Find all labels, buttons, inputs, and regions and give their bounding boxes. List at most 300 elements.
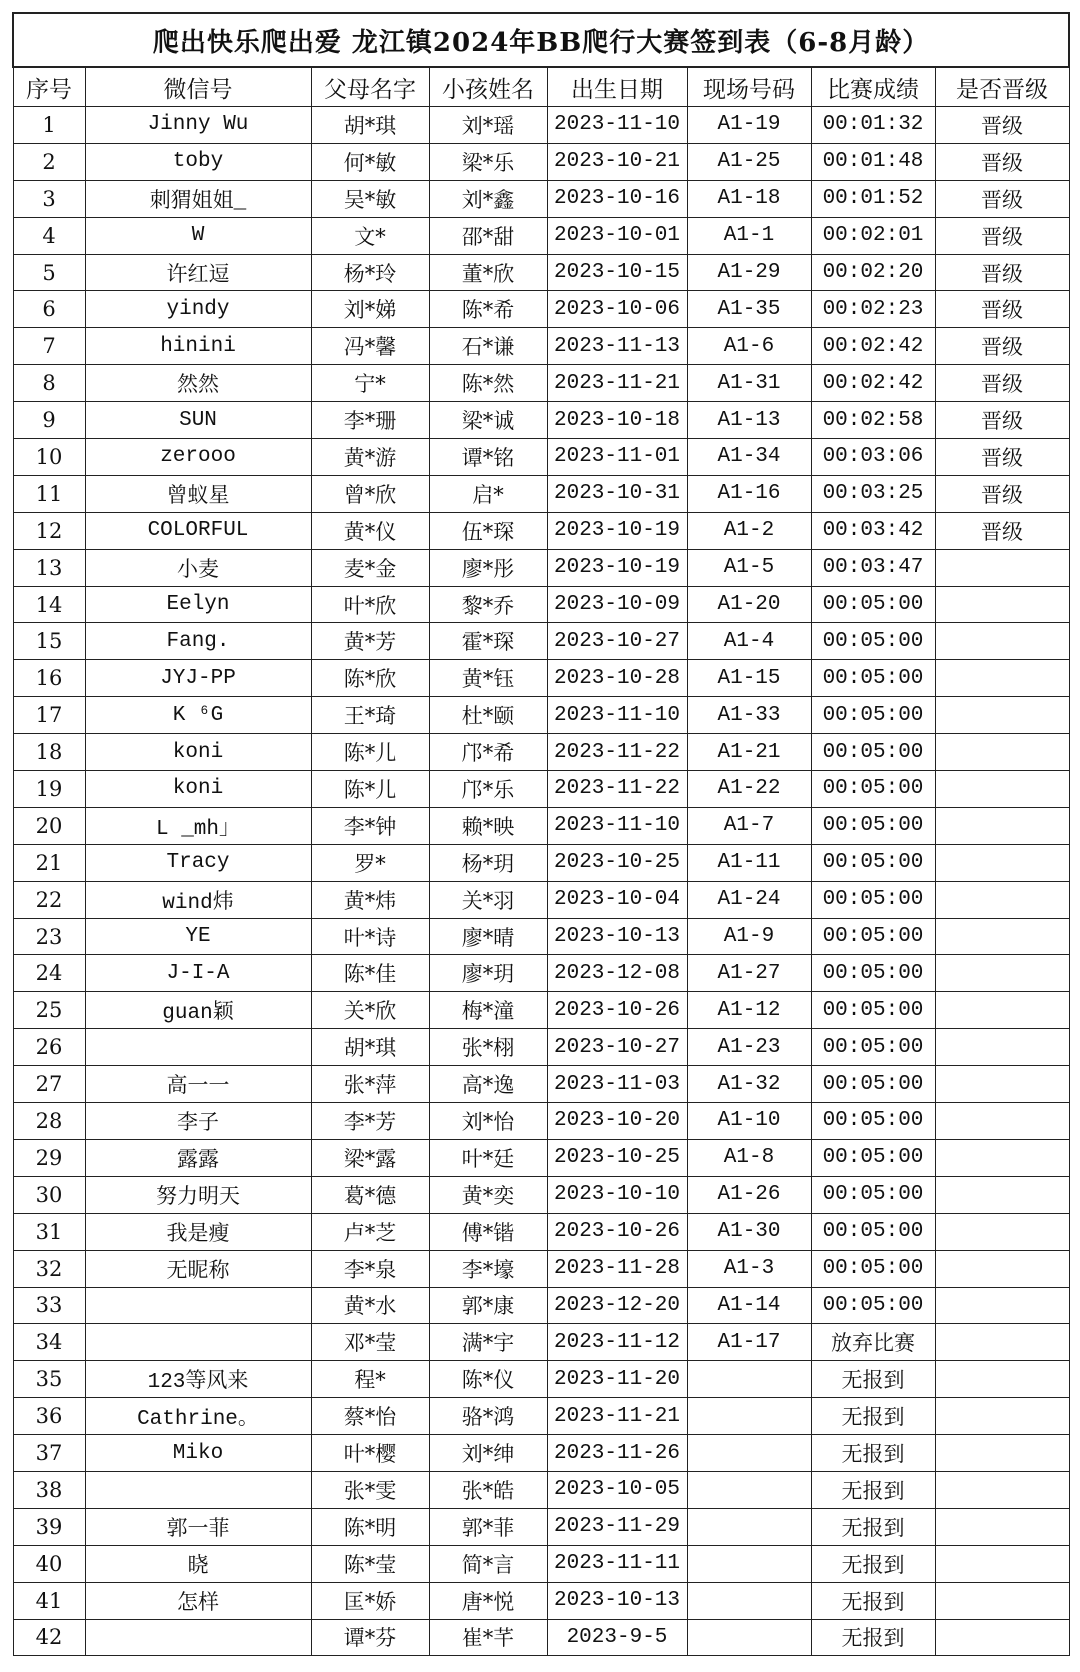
wechat-id: koni [85, 771, 311, 808]
race-result: 00:05:00 [811, 623, 935, 660]
wechat-id: JYJ-PP [85, 660, 311, 697]
child-name: 刘*鑫 [429, 180, 547, 217]
birth-date: 2023-11-12 [547, 1324, 687, 1361]
table-row [13, 254, 1069, 291]
onsite-number: A1-25 [687, 143, 811, 180]
onsite-number [687, 1361, 811, 1398]
onsite-number: A1-19 [687, 107, 811, 144]
advance-status [935, 1287, 1069, 1324]
row-index: 36 [13, 1398, 85, 1435]
child-name: 叶*廷 [429, 1139, 547, 1176]
birth-date: 2023-10-20 [547, 1103, 687, 1140]
parent-name: 文* [311, 217, 429, 254]
race-result: 00:05:00 [811, 697, 935, 734]
race-result: 无报到 [811, 1398, 935, 1435]
advance-status: 晋级 [935, 180, 1069, 217]
parent-name: 匡*娇 [311, 1582, 429, 1619]
table-row [13, 1324, 1069, 1361]
table-row [13, 1398, 1069, 1435]
race-result: 00:05:00 [811, 586, 935, 623]
table-row [13, 992, 1069, 1029]
birth-date: 2023-10-09 [547, 586, 687, 623]
advance-status [935, 1029, 1069, 1066]
child-name: 张*栩 [429, 1029, 547, 1066]
birth-date: 2023-10-15 [547, 254, 687, 291]
table-row [13, 439, 1069, 476]
birth-date: 2023-12-20 [547, 1287, 687, 1324]
parent-name: 冯*馨 [311, 328, 429, 365]
parent-name: 曾*欣 [311, 475, 429, 512]
table-row [13, 1250, 1069, 1287]
parent-name: 关*欣 [311, 992, 429, 1029]
row-index: 40 [13, 1545, 85, 1582]
wechat-id [85, 1287, 311, 1324]
birth-date: 2023-11-10 [547, 807, 687, 844]
birth-date: 2023-11-10 [547, 107, 687, 144]
parent-name: 叶*樱 [311, 1435, 429, 1472]
advance-status [935, 1250, 1069, 1287]
birth-date: 2023-10-25 [547, 844, 687, 881]
parent-name: 梁*露 [311, 1139, 429, 1176]
birth-date: 2023-10-27 [547, 623, 687, 660]
table-row [13, 697, 1069, 734]
wechat-id: Cathrine。 [85, 1398, 311, 1435]
race-result: 00:01:52 [811, 180, 935, 217]
onsite-number: A1-13 [687, 402, 811, 439]
row-index: 27 [13, 1066, 85, 1103]
onsite-number: A1-15 [687, 660, 811, 697]
parent-name: 胡*琪 [311, 1029, 429, 1066]
race-result: 00:03:06 [811, 439, 935, 476]
child-name: 高*逸 [429, 1066, 547, 1103]
advance-status [935, 1213, 1069, 1250]
child-name: 邝*希 [429, 734, 547, 771]
onsite-number: A1-21 [687, 734, 811, 771]
parent-name: 李*钟 [311, 807, 429, 844]
race-result: 无报到 [811, 1582, 935, 1619]
table-row [13, 402, 1069, 439]
row-index: 19 [13, 771, 85, 808]
birth-date: 2023-10-25 [547, 1139, 687, 1176]
wechat-id: 怎样 [85, 1582, 311, 1619]
child-name: 关*羽 [429, 881, 547, 918]
advance-status [935, 992, 1069, 1029]
advance-status [935, 955, 1069, 992]
table-row [13, 143, 1069, 180]
wechat-id: Jinny Wu [85, 107, 311, 144]
parent-name: 葛*德 [311, 1176, 429, 1213]
race-result: 00:01:32 [811, 107, 935, 144]
row-index: 25 [13, 992, 85, 1029]
advance-status [935, 586, 1069, 623]
onsite-number: A1-10 [687, 1103, 811, 1140]
wechat-id: L _mh」 [85, 807, 311, 844]
birth-date: 2023-10-06 [547, 291, 687, 328]
table-row [13, 955, 1069, 992]
row-index: 15 [13, 623, 85, 660]
parent-name: 宁* [311, 365, 429, 402]
table-row [13, 844, 1069, 881]
birth-date: 2023-11-22 [547, 734, 687, 771]
table-row [13, 1213, 1069, 1250]
child-name: 简*言 [429, 1545, 547, 1582]
onsite-number: A1-12 [687, 992, 811, 1029]
wechat-id: 我是瘦 [85, 1213, 311, 1250]
row-index: 14 [13, 586, 85, 623]
header-birth-date: 出生日期 [547, 67, 687, 107]
row-index: 20 [13, 807, 85, 844]
table-row [13, 549, 1069, 586]
birth-date: 2023-10-05 [547, 1471, 687, 1508]
table-row [13, 1287, 1069, 1324]
race-result: 无报到 [811, 1545, 935, 1582]
onsite-number: A1-9 [687, 918, 811, 955]
onsite-number: A1-24 [687, 881, 811, 918]
birth-date: 2023-10-21 [547, 143, 687, 180]
parent-name: 蔡*怡 [311, 1398, 429, 1435]
table-row [13, 1361, 1069, 1398]
row-index: 22 [13, 881, 85, 918]
birth-date: 2023-11-29 [547, 1508, 687, 1545]
child-name: 傅*锴 [429, 1213, 547, 1250]
child-name: 陈*希 [429, 291, 547, 328]
race-result: 00:05:00 [811, 734, 935, 771]
birth-date: 2023-9-5 [547, 1619, 687, 1656]
child-name: 霍*琛 [429, 623, 547, 660]
parent-name: 李*泉 [311, 1250, 429, 1287]
advance-status [935, 844, 1069, 881]
wechat-id: hinini [85, 328, 311, 365]
birth-date: 2023-10-16 [547, 180, 687, 217]
wechat-id: toby [85, 143, 311, 180]
race-result: 00:05:00 [811, 1139, 935, 1176]
wechat-id [85, 1619, 311, 1656]
table-row [13, 1066, 1069, 1103]
onsite-number: A1-5 [687, 549, 811, 586]
birth-date: 2023-10-27 [547, 1029, 687, 1066]
birth-date: 2023-10-13 [547, 918, 687, 955]
race-result: 00:02:01 [811, 217, 935, 254]
child-name: 刘*绅 [429, 1435, 547, 1472]
parent-name: 李*芳 [311, 1103, 429, 1140]
onsite-number [687, 1508, 811, 1545]
birth-date: 2023-11-20 [547, 1361, 687, 1398]
row-index: 32 [13, 1250, 85, 1287]
advance-status [935, 807, 1069, 844]
table-row [13, 1508, 1069, 1545]
parent-name: 李*珊 [311, 402, 429, 439]
child-name: 陈*仪 [429, 1361, 547, 1398]
row-index: 4 [13, 217, 85, 254]
table-row [13, 1139, 1069, 1176]
onsite-number: A1-17 [687, 1324, 811, 1361]
child-name: 李*壕 [429, 1250, 547, 1287]
birth-date: 2023-10-26 [547, 992, 687, 1029]
table-row [13, 660, 1069, 697]
row-index: 11 [13, 475, 85, 512]
onsite-number: A1-30 [687, 1213, 811, 1250]
onsite-number: A1-20 [687, 586, 811, 623]
parent-name: 黄*水 [311, 1287, 429, 1324]
advance-status [935, 623, 1069, 660]
onsite-number: A1-32 [687, 1066, 811, 1103]
child-name: 刘*怡 [429, 1103, 547, 1140]
advance-status [935, 660, 1069, 697]
row-index: 29 [13, 1139, 85, 1176]
race-result: 00:05:00 [811, 1029, 935, 1066]
child-name: 陈*然 [429, 365, 547, 402]
advance-status [935, 1361, 1069, 1398]
row-index: 33 [13, 1287, 85, 1324]
parent-name: 黄*仪 [311, 512, 429, 549]
parent-name: 叶*欣 [311, 586, 429, 623]
birth-date: 2023-11-03 [547, 1066, 687, 1103]
parent-name: 陈*明 [311, 1508, 429, 1545]
race-result: 无报到 [811, 1471, 935, 1508]
race-result: 00:02:58 [811, 402, 935, 439]
child-name: 邝*乐 [429, 771, 547, 808]
onsite-number: A1-22 [687, 771, 811, 808]
onsite-number [687, 1471, 811, 1508]
race-result: 00:03:25 [811, 475, 935, 512]
child-name: 唐*悦 [429, 1582, 547, 1619]
wechat-id: koni [85, 734, 311, 771]
signin-sheet [12, 12, 1068, 1656]
child-name: 刘*瑶 [429, 107, 547, 144]
wechat-id [85, 1029, 311, 1066]
onsite-number [687, 1398, 811, 1435]
table-row [13, 1619, 1069, 1656]
parent-name: 陈*儿 [311, 771, 429, 808]
birth-date: 2023-11-22 [547, 771, 687, 808]
table-row [13, 807, 1069, 844]
race-result: 00:02:20 [811, 254, 935, 291]
onsite-number: A1-31 [687, 365, 811, 402]
signin-table [12, 12, 1070, 1656]
race-result: 无报到 [811, 1508, 935, 1545]
advance-status [935, 1139, 1069, 1176]
race-result: 00:01:48 [811, 143, 935, 180]
birth-date: 2023-10-13 [547, 1582, 687, 1619]
advance-status [935, 1545, 1069, 1582]
parent-name: 何*敏 [311, 143, 429, 180]
advance-status: 晋级 [935, 475, 1069, 512]
row-index: 16 [13, 660, 85, 697]
table-row [13, 918, 1069, 955]
parent-name: 黄*游 [311, 439, 429, 476]
birth-date: 2023-11-28 [547, 1250, 687, 1287]
parent-name: 叶*诗 [311, 918, 429, 955]
table-row [13, 771, 1069, 808]
child-name: 黄*钰 [429, 660, 547, 697]
birth-date: 2023-10-28 [547, 660, 687, 697]
onsite-number: A1-14 [687, 1287, 811, 1324]
onsite-number: A1-33 [687, 697, 811, 734]
row-index: 41 [13, 1582, 85, 1619]
child-name: 梅*潼 [429, 992, 547, 1029]
row-index: 28 [13, 1103, 85, 1140]
birth-date: 2023-10-19 [547, 512, 687, 549]
wechat-id: 高一一 [85, 1066, 311, 1103]
table-row [13, 881, 1069, 918]
wechat-id: 郭一菲 [85, 1508, 311, 1545]
sheet-title: 爬出快乐爬出爱 龙江镇2024年BB爬行大赛签到表（6-8月龄） [13, 13, 1069, 67]
wechat-id: 无昵称 [85, 1250, 311, 1287]
table-row [13, 180, 1069, 217]
row-index: 3 [13, 180, 85, 217]
child-name: 崔*芊 [429, 1619, 547, 1656]
row-index: 2 [13, 143, 85, 180]
onsite-number: A1-34 [687, 439, 811, 476]
birth-date: 2023-10-01 [547, 217, 687, 254]
advance-status: 晋级 [935, 439, 1069, 476]
race-result: 00:05:00 [811, 1066, 935, 1103]
advance-status [935, 771, 1069, 808]
row-index: 8 [13, 365, 85, 402]
child-name: 伍*琛 [429, 512, 547, 549]
child-name: 张*皓 [429, 1471, 547, 1508]
row-index: 18 [13, 734, 85, 771]
wechat-id: 刺猬姐姐_ [85, 180, 311, 217]
table-row [13, 1176, 1069, 1213]
parent-name: 黄*芳 [311, 623, 429, 660]
advance-status [935, 918, 1069, 955]
advance-status: 晋级 [935, 143, 1069, 180]
onsite-number: A1-29 [687, 254, 811, 291]
wechat-id: 李子 [85, 1103, 311, 1140]
onsite-number: A1-23 [687, 1029, 811, 1066]
header-advanced: 是否晋级 [935, 67, 1069, 107]
parent-name: 杨*玲 [311, 254, 429, 291]
advance-status [935, 1066, 1069, 1103]
row-index: 6 [13, 291, 85, 328]
table-row [13, 586, 1069, 623]
race-result: 00:05:00 [811, 1250, 935, 1287]
wechat-id: 努力明天 [85, 1176, 311, 1213]
header-row [13, 67, 1069, 107]
parent-name: 黄*炜 [311, 881, 429, 918]
table-row [13, 365, 1069, 402]
advance-status: 晋级 [935, 365, 1069, 402]
row-index: 5 [13, 254, 85, 291]
wechat-id: YE [85, 918, 311, 955]
table-row [13, 107, 1069, 144]
advance-status [935, 1582, 1069, 1619]
header-wechat: 微信号 [85, 67, 311, 107]
child-name: 黄*奕 [429, 1176, 547, 1213]
advance-status: 晋级 [935, 512, 1069, 549]
table-row [13, 1471, 1069, 1508]
advance-status: 晋级 [935, 328, 1069, 365]
row-index: 42 [13, 1619, 85, 1656]
advance-status: 晋级 [935, 254, 1069, 291]
parent-name: 谭*芬 [311, 1619, 429, 1656]
parent-name: 陈*欣 [311, 660, 429, 697]
onsite-number: A1-27 [687, 955, 811, 992]
race-result: 00:05:00 [811, 1287, 935, 1324]
advance-status [935, 881, 1069, 918]
onsite-number: A1-35 [687, 291, 811, 328]
wechat-id: wind炜 [85, 881, 311, 918]
advance-status: 晋级 [935, 107, 1069, 144]
birth-date: 2023-10-10 [547, 1176, 687, 1213]
birth-date: 2023-10-04 [547, 881, 687, 918]
birth-date: 2023-11-01 [547, 439, 687, 476]
wechat-id [85, 1471, 311, 1508]
onsite-number: A1-11 [687, 844, 811, 881]
race-result: 放弃比赛 [811, 1324, 935, 1361]
wechat-id: 然然 [85, 365, 311, 402]
table-row [13, 1435, 1069, 1472]
wechat-id: 曾蚁星 [85, 475, 311, 512]
row-index: 34 [13, 1324, 85, 1361]
onsite-number: A1-8 [687, 1139, 811, 1176]
wechat-id: COLORFUL [85, 512, 311, 549]
onsite-number [687, 1435, 811, 1472]
onsite-number: A1-26 [687, 1176, 811, 1213]
onsite-number: A1-18 [687, 180, 811, 217]
wechat-id: Eelyn [85, 586, 311, 623]
birth-date: 2023-10-26 [547, 1213, 687, 1250]
race-result: 00:02:42 [811, 328, 935, 365]
birth-date: 2023-11-21 [547, 365, 687, 402]
child-name: 董*欣 [429, 254, 547, 291]
row-index: 7 [13, 328, 85, 365]
birth-date: 2023-10-19 [547, 549, 687, 586]
row-index: 26 [13, 1029, 85, 1066]
wechat-id: 小麦 [85, 549, 311, 586]
parent-name: 胡*琪 [311, 107, 429, 144]
advance-status: 晋级 [935, 402, 1069, 439]
wechat-id: zerooo [85, 439, 311, 476]
race-result: 无报到 [811, 1361, 935, 1398]
child-name: 邵*甜 [429, 217, 547, 254]
row-index: 10 [13, 439, 85, 476]
wechat-id: 露露 [85, 1139, 311, 1176]
birth-date: 2023-11-21 [547, 1398, 687, 1435]
race-result: 00:05:00 [811, 771, 935, 808]
parent-name: 吴*敏 [311, 180, 429, 217]
wechat-id: Fang. [85, 623, 311, 660]
child-name: 杜*颐 [429, 697, 547, 734]
parent-name: 卢*芝 [311, 1213, 429, 1250]
advance-status [935, 1471, 1069, 1508]
table-row [13, 623, 1069, 660]
wechat-id: Miko [85, 1435, 311, 1472]
row-index: 37 [13, 1435, 85, 1472]
race-result: 00:02:42 [811, 365, 935, 402]
race-result: 00:05:00 [811, 1176, 935, 1213]
race-result: 00:05:00 [811, 992, 935, 1029]
child-name: 郭*菲 [429, 1508, 547, 1545]
child-name: 谭*铭 [429, 439, 547, 476]
advance-status [935, 734, 1069, 771]
child-name: 廖*玥 [429, 955, 547, 992]
onsite-number: A1-4 [687, 623, 811, 660]
row-index: 35 [13, 1361, 85, 1398]
child-name: 廖*彤 [429, 549, 547, 586]
wechat-id: Tracy [85, 844, 311, 881]
child-name: 石*谦 [429, 328, 547, 365]
wechat-id: yindy [85, 291, 311, 328]
table-row [13, 1545, 1069, 1582]
table-row [13, 1103, 1069, 1140]
child-name: 梁*诚 [429, 402, 547, 439]
parent-name: 王*琦 [311, 697, 429, 734]
advance-status [935, 1398, 1069, 1435]
race-result: 无报到 [811, 1435, 935, 1472]
table-row [13, 734, 1069, 771]
